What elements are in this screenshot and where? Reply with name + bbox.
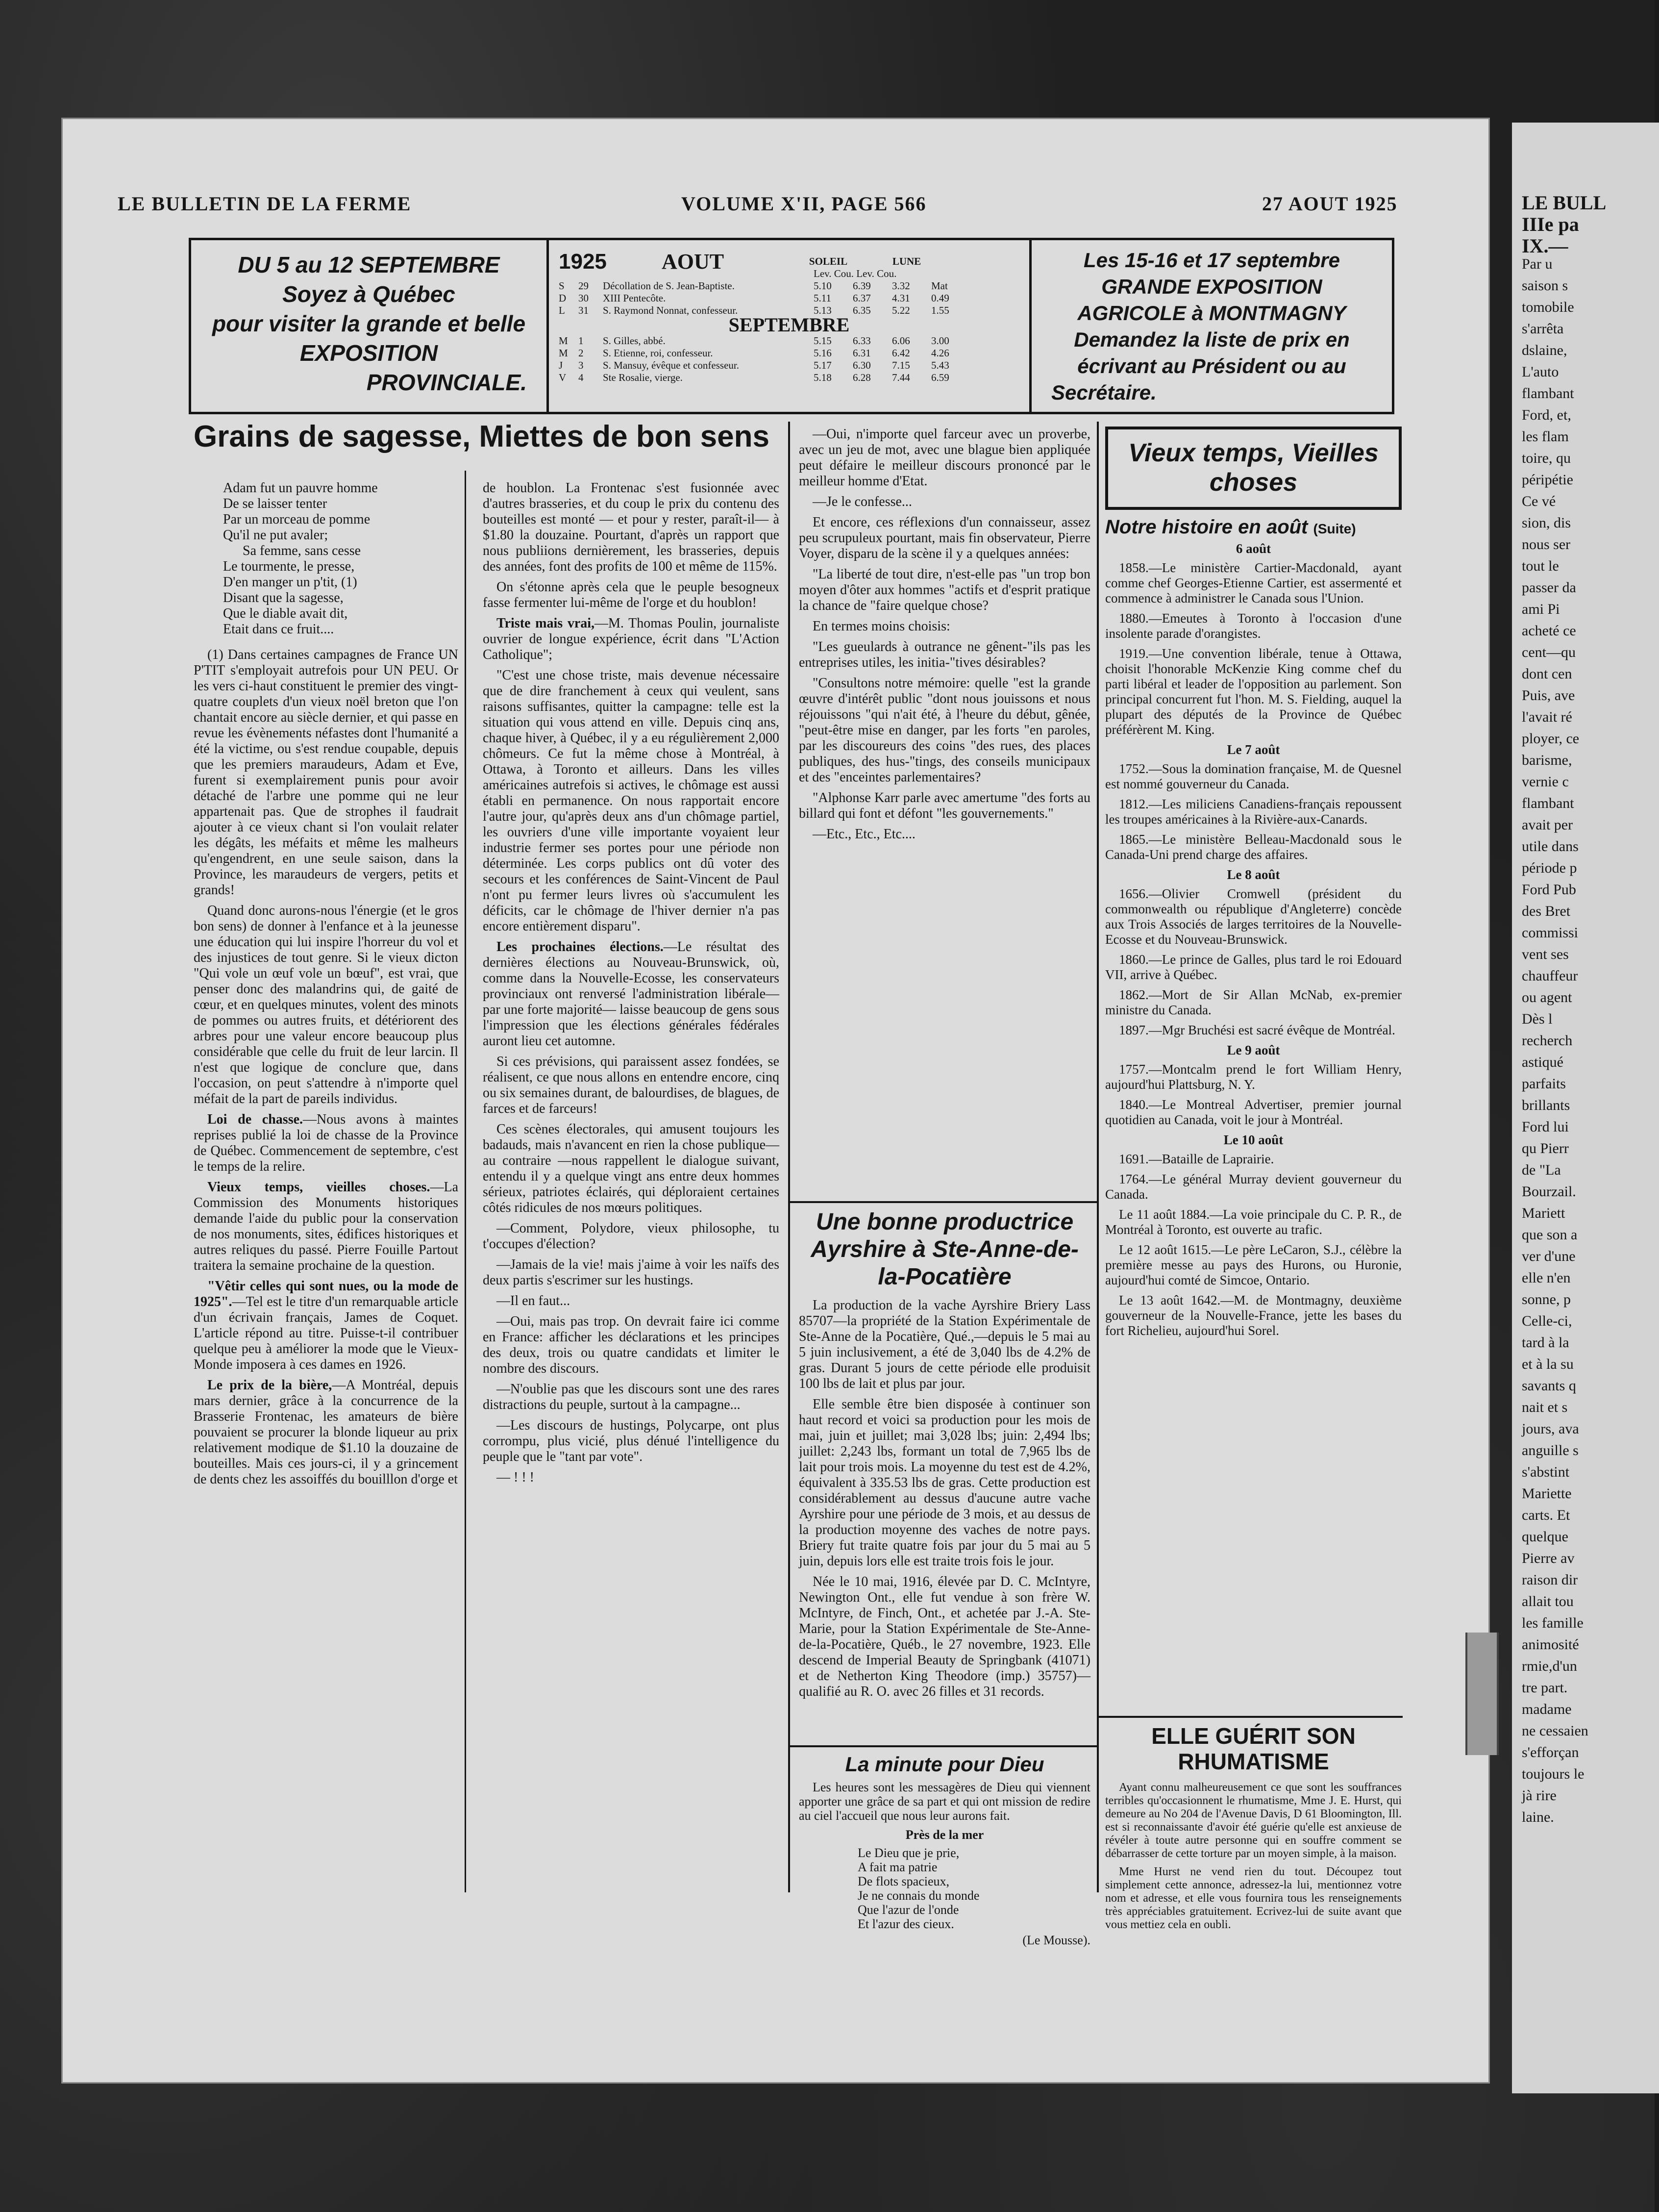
subhead: Vieux temps, vieilles choses. <box>207 1180 430 1195</box>
ad-line: Soyez à Québec <box>282 281 455 307</box>
calendar-cell: 1.55 <box>931 304 949 316</box>
issue-date: 27 AOUT 1925 <box>1262 193 1398 215</box>
calendar-cell: 6.37 <box>853 292 871 304</box>
paragraph: "Consultons notre mémoire: quelle "est la grande œuvre d'intérêt public "dont nous jouissons et nous réjouissons "qui n'ait été, à l'heure du début, gênée, "peut-être mise en danger, par les forts "en paroles, par les discoureurs des coins "des rues, des places publiques, des hus-"tings, des conseils municipaux et des "enceintes parlementaires? <box>799 676 1090 785</box>
ad-line: AGRICOLE à MONTMAGNY <box>1077 302 1346 325</box>
history-entry: 1656.—Olivier Cromwell (président du commonwealth ou république d'Angleterre) concède aux Trois Associés de larges territoires de la Nouvelle-Ecosse et du Nouveau-Brunswick. <box>1105 886 1402 947</box>
calendar-cell: 6.06 <box>892 335 910 347</box>
paragraph: —N'oublie pas que les discours sont une des rares distractions du peuple, surtout à la campagne... <box>483 1382 779 1412</box>
calendar-cell: 5.15 <box>814 335 832 347</box>
calendar-cell: 5.22 <box>892 304 910 316</box>
history-entry: 1862.—Mort de Sir Allan McNab, ex-premier ministre du Canada. <box>1105 987 1402 1017</box>
adjacent-page-text: tard à la <box>1522 1334 1569 1351</box>
adjacent-page-text: nous ser <box>1522 536 1571 553</box>
column-3-ayrshire <box>799 1208 1090 1740</box>
paragraph: Ces scènes électorales, qui amusent toujours les badauds, mais n'avancent en rien la chose publique— au contraire —nous rappellent le dialogue suivant, entendu il y a quelque vingt ans entre deux hommes sérieux, patriotes éclairés, qui déploraient certaines côtés ridicules de nos mœurs politiques. <box>483 1122 779 1215</box>
history-entry: 1897.—Mgr Bruchési est sacré évêque de Montréal. <box>1119 1023 1395 1037</box>
history-entry: 1840.—Le Montreal Advertiser, premier journal quotidien au Canada, voit le jour à Montréal. <box>1105 1097 1402 1127</box>
adjacent-page-text: toire, qu <box>1522 450 1571 466</box>
adjacent-page-text: tomobile <box>1522 299 1574 315</box>
adjacent-page-text: jà rire <box>1522 1787 1557 1804</box>
subhead-notre-histoire <box>1105 516 1402 538</box>
calendar-cell: 6.42 <box>892 347 910 359</box>
section-rule <box>790 1201 1097 1203</box>
septembre-rows <box>559 335 1019 384</box>
paragraph <box>194 1279 458 1373</box>
adjacent-page-text: Dès l <box>1522 1011 1553 1027</box>
adjacent-page-text: flambant <box>1522 795 1574 811</box>
history-entry: 1752.—Sous la domination française, M. de Quesnel est nommé gouverneur du Canada. <box>1105 761 1402 791</box>
poem-line: Etait dans ce fruit.... <box>223 622 334 637</box>
calendar-cell: 4.26 <box>931 347 949 359</box>
calendar-cell: Ste Rosalie, vierge. <box>603 372 683 383</box>
adjacent-page <box>1512 123 1659 2093</box>
paragraph: Née le 10 mai, 1916, élevée par D. C. McIntyre, Newington Ont., elle fut vendue à son frère W. McIntyre, de Finch, Ont., et achetée par J.-A. Ste-Marie, pour la Station Expérimentale de Ste-Anne-de-la-Pocatière, Québ., le 27 novembre, 1923. Elle descend de Imperial Beauty de Springbank (41071) et de Netherton King Theodore (imp.) 35757)—qualifié au R. O. avec 26 filles et 31 records. <box>799 1574 1090 1699</box>
calendar-cell: 6.39 <box>853 280 871 292</box>
paragraph: La production de la vache Ayrshire Briery Lass 85707—la propriété de la Station Expérimentale de Ste-Anne de la Pocatière, Qué.,—depuis le 5 mai au 5 juin inclusivement, a été de 3,040 lbs de 4.2% de gras. Durant 5 jours de cette période elle produisit 100 lbs de lait et plus par jour. <box>799 1298 1090 1391</box>
adjacent-page-text: L'auto <box>1522 364 1559 380</box>
adjacent-page-text: animosité <box>1522 1636 1579 1653</box>
page-tear <box>1465 1633 1499 1755</box>
adjacent-page-text: acheté ce <box>1522 623 1576 639</box>
adjacent-page-text: qu Pierr <box>1522 1140 1569 1156</box>
poem-line: Le Dieu que je prie, <box>858 1846 960 1860</box>
poem-line: Qu'il ne put avaler; <box>223 528 328 543</box>
poem-line: De flots spacieux, <box>858 1874 950 1888</box>
paragraph: Quand donc aurons-nous l'énergie (et le gros bon sens) de donner à l'enfance et à la jeunesse une éducation qui lui inspire l'horreur du vol et des injustices de tout genre. Si le vieux dicton "Qui vole un œuf vole un bœuf", est vrai, que penser donc des malandrins qui, de gaité de cœur, et en quelques minutes, volent des minots de pommes ou autres fruits, et détériorent des arbres pour une valeur encore beaucoup plus considérable que celle du fruit de leur larcin. Il n'est que logique de conclure que, dans l'occasion, on peut s'attendre à n'importe quel méfait de la part de pareils individus. <box>194 903 458 1106</box>
calendar-cell: S. Raymond Nonnat, confesseur. <box>603 304 738 316</box>
calendar-cell: XIII Pentecôte. <box>603 292 666 304</box>
adjacent-page-text: jours, ava <box>1522 1421 1579 1437</box>
adjacent-page-text: barisme, <box>1522 752 1572 768</box>
adjacent-page-text: quelque <box>1522 1529 1568 1545</box>
adjacent-page-text: toujours le <box>1522 1766 1585 1782</box>
calendar-row <box>559 359 1019 372</box>
section-rule <box>790 1745 1097 1747</box>
adjacent-page-text: et à la su <box>1522 1356 1574 1372</box>
adjacent-page-text: tre part. <box>1522 1680 1568 1696</box>
poem-line: Que l'azur de l'onde <box>858 1903 959 1917</box>
adjacent-page-text: laine. <box>1522 1809 1554 1825</box>
calendar-cell: 5.43 <box>931 359 949 371</box>
section-rule <box>1099 1716 1403 1718</box>
poem-line: Par un morceau de pomme <box>223 512 371 527</box>
history-day-heading: Le 7 août <box>1227 742 1280 757</box>
lune-label: LUNE <box>892 255 921 267</box>
adjacent-page-text: rmie,d'un <box>1522 1658 1577 1674</box>
subhead: "Vêtir celles qui sont nues, ou la mode de 1925". <box>194 1279 458 1309</box>
calendar-cell: 5.13 <box>814 304 832 316</box>
history-entry: Le 11 août 1884.—La voie principale du C. P. R., de Montréal à Toronto, est ouverte au trafic. <box>1105 1207 1402 1237</box>
adjacent-page-text: ver d'une <box>1522 1248 1576 1264</box>
calendar-almanac <box>549 238 1029 414</box>
calendar-cell: M <box>559 335 568 347</box>
column-1 <box>194 480 458 1892</box>
history-entry: 1919.—Une convention libérale, tenue à Ottawa, choisit l'honorable McKenzie King comme chef du parti libéral et leader de l'opposition au parlement. Son principal concurrent fut l'hon. M. S. Fielding, auquel la plupart des députés de la Province de Québec préférèrent M. King. <box>1105 646 1402 737</box>
column-rule <box>465 471 466 1892</box>
adjacent-page-text: péripétie <box>1522 472 1573 488</box>
adjacent-page-text: dont cen <box>1522 666 1572 682</box>
adjacent-page-text: Ford Pub <box>1522 881 1576 898</box>
adjacent-page-text: astiqué <box>1522 1054 1563 1070</box>
paper-name: LE BULLETIN DE LA FERME <box>118 193 412 215</box>
calendar-cell: 6.28 <box>853 372 871 383</box>
paragraph <box>483 616 779 663</box>
column-3-minute-pour-dieu <box>799 1753 1090 1947</box>
subhead-title: Notre histoire en août <box>1105 516 1308 538</box>
calendar-cell: J <box>559 359 563 371</box>
running-header <box>118 192 1402 215</box>
calendar-cell: 6.35 <box>853 304 871 316</box>
ad-line: écrivant au Président ou au <box>1077 354 1346 377</box>
calendar-cell: L <box>559 304 565 316</box>
poem-line: Que le diable avait dit, <box>223 606 348 621</box>
column-rule <box>788 422 790 1892</box>
history-entry: Le 13 août 1642.—M. de Montmagny, deuxième gouverneur de la Nouvelle-France, jette les bases du fort Richelieu, aujourd'hui Sorel. <box>1105 1293 1402 1338</box>
paragraph: On s'étonne après cela que le peuple besogneux fasse fermenter lui-même de l'orge et du houblon! <box>483 579 779 610</box>
adjacent-page-text: ou agent <box>1522 989 1572 1005</box>
paragraph: —Jamais de la vie! mais j'aime à voir les naïfs des deux partis s'escrimer sur les hustings. <box>483 1257 779 1288</box>
paragraph-text: —M. Thomas Poulin, journaliste ouvrier de longue expérience, écrit dans "L'Action Catholique"; <box>483 616 779 662</box>
calendar-cell: 7.15 <box>892 359 910 371</box>
calendar-month-aout: AOUT <box>662 250 724 274</box>
history-entry: Le 12 août 1615.—Le père LeCaron, S.J., célèbre la première messe au pays des Hurons, ou Huronie, aujourd'hui comté de Simcoe, Ontario. <box>1105 1242 1402 1287</box>
ad-line: Demandez la liste de prix en <box>1074 328 1350 351</box>
paragraph: —Etc., Etc., Etc.... <box>813 827 916 842</box>
ad-line: GRANDE EXPOSITION <box>1101 275 1322 298</box>
adjacent-page-text: Puis, ave <box>1522 687 1575 704</box>
calendar-cell: 5.16 <box>814 347 832 359</box>
history-entry: 1757.—Montcalm prend le fort William Henry, aujourd'hui Plattsburg, N. Y. <box>1105 1062 1402 1092</box>
adjacent-page-text: s'arrêta <box>1522 321 1564 337</box>
adjacent-page-text: passer da <box>1522 579 1576 596</box>
adjacent-page-text: anguille s <box>1522 1442 1579 1458</box>
calendar-cell: 6.31 <box>853 347 871 359</box>
calendar-row <box>559 280 1019 292</box>
adjacent-page-text: s'efforçan <box>1522 1744 1579 1760</box>
calendar-cell: 3 <box>578 359 584 371</box>
poem-adam <box>223 480 458 637</box>
adjacent-page-text: période p <box>1522 860 1577 876</box>
subhead: Triste mais vrai, <box>496 616 595 631</box>
calendar-row <box>559 347 1019 359</box>
history-entries <box>1105 541 1402 1338</box>
calendar-cell: V <box>559 372 567 383</box>
adjacent-page-text: tout le <box>1522 558 1559 574</box>
paragraph: —Comment, Polydore, vieux philosophe, tu t'occupes d'élection? <box>483 1221 779 1252</box>
paragraph: —Je le confesse... <box>813 494 912 509</box>
adjacent-page-text: saison s <box>1522 277 1568 294</box>
paragraph: Ayant connu malheureusement ce que sont les souffrances terribles qu'occasionnent le rhumatisme, Mme J. E. Hurst, qui demeure au No 204 de l'Avenue Davis, D 61 Bloomington, Ill. est si reconnaissante d'avoir été guérie qu'elle est anxieuse de révéler à toute autre personne qui en souffre comment se débarrasser de cette torture par un moyen simple, à la maison. <box>1105 1781 1402 1860</box>
adjacent-page-text: vernie c <box>1522 774 1569 790</box>
calendar-cell: 5.17 <box>814 359 832 371</box>
headline-minute-pour-dieu: La minute pour Dieu <box>845 1753 1044 1776</box>
calendar-cell: 6.59 <box>931 372 949 383</box>
ad-line: Les 15-16 et 17 septembre <box>1084 249 1340 272</box>
adjacent-page-text: flambant <box>1522 385 1574 402</box>
adjacent-page-text: savants q <box>1522 1378 1576 1394</box>
aout-rows <box>559 280 1019 317</box>
adjacent-page-text: dslaine, <box>1522 342 1567 358</box>
history-day-heading: 6 août <box>1236 541 1271 556</box>
paragraph: — ! ! ! <box>496 1470 534 1485</box>
paragraph-text: —A Montréal, depuis mars dernier, grâce à la concurrence de la Brasserie Frontenac, les amateurs de bière pouvaient se procurer la blonde liqueur au prix relativement modique de $1.10 la douzaine de bouteilles. Mais ces jours-ci, il y a grincement de dents chez les assoiffés du bouilllon d'orge et <box>194 1378 458 1487</box>
paragraph <box>194 1180 458 1274</box>
calendar-cell: 0.49 <box>931 292 949 304</box>
column-4-history <box>1105 516 1402 1711</box>
paragraph-text: —Le résultat des dernières élections au Nouveau-Brunswick, où, comme dans la Nouvelle-Ecosse, les conservateurs provinciaux ont renversé l'administration libérale—par une forte majorité— laisse beaucoup de gens sous l'impression que les élections générales fédérales auront lieu cet automne. <box>483 939 779 1049</box>
adjacent-page-text: les famille <box>1522 1615 1584 1631</box>
paragraph: Si ces prévisions, qui paraissent assez fondées, se réalisent, ce que nous allons en entendre encore, cinq ou six semaines durant, de balourdises, de blagues, de farces et de farceurs! <box>483 1054 779 1116</box>
adjacent-page-text: elle n'en <box>1522 1270 1571 1286</box>
adjacent-page-text: Pierre av <box>1522 1550 1575 1566</box>
calendar-cell: S. Etienne, roi, confesseur. <box>603 347 713 359</box>
calendar-cell: 5.11 <box>814 292 831 304</box>
calendar-cell: 4 <box>578 372 584 383</box>
calendar-cell: 2 <box>578 347 584 359</box>
poem-line: Le tourmente, le presse, <box>223 559 355 574</box>
adjacent-page-text: s'abstint <box>1522 1464 1570 1480</box>
history-entry: 1812.—Les miliciens Canadiens-français repoussent les troupes américaines à la Rivière-aux-Canards. <box>1105 797 1402 827</box>
paragraph <box>194 1378 458 1487</box>
section-box-vieux-temps <box>1105 427 1402 510</box>
subhead: Les prochaines élections. <box>496 939 664 955</box>
poem-line: D'en manger un p'tit, (1) <box>223 575 357 590</box>
adjacent-page-text: vent ses <box>1522 946 1569 962</box>
adjacent-page-text: Ford, et, <box>1522 407 1571 423</box>
paragraph: Les heures sont les messagères de Dieu qui viennent apporter une grâce de sa part et qui ont mission de redire au ciel l'accueil que nous leur aurons fait. <box>799 1780 1090 1823</box>
adjacent-page-text: l'avait ré <box>1522 709 1572 725</box>
adjacent-page-text: IIIe pa <box>1522 213 1579 235</box>
calendar-cell: M <box>559 347 568 359</box>
adjacent-page-text: que son a <box>1522 1227 1578 1243</box>
paragraph: "La liberté de tout dire, n'est-elle pas "un trop bon moyen d'ôter aux hommes "actifs et d'esprit pratique la chance de "faire quelque chose? <box>799 567 1090 613</box>
calendar-row <box>559 335 1019 347</box>
calendar-cell: 30 <box>578 292 589 304</box>
adjacent-page-text: raison dir <box>1522 1572 1578 1588</box>
calendar-cell: 6.33 <box>853 335 871 347</box>
adjacent-page-text: Bourzail. <box>1522 1183 1576 1200</box>
calendar-cell: 31 <box>578 304 589 316</box>
subhead: Près de la mer <box>905 1828 984 1842</box>
headline-elle-guerit: ELLE GUÉRIT SON RHUMATISME <box>1151 1723 1356 1774</box>
history-entry: 1691.—Bataille de Laprairie. <box>1119 1152 1274 1166</box>
calendar-cell: 3.32 <box>892 280 910 292</box>
paragraph: —Les discours de hustings, Polycarpe, ont plus corrompu, plus vicié, plus dénué l'intelligence du peuple que le "tant par vote". <box>483 1418 779 1464</box>
ad-line: PROVINCIALE. <box>366 370 527 395</box>
history-entry: 1764.—Le général Murray devient gouverneur du Canada. <box>1105 1172 1402 1202</box>
calendar-columns: Lev. Cou. Lev. Cou. <box>814 268 897 279</box>
subhead: Loi de chasse. <box>207 1112 303 1127</box>
adjacent-page-text: sonne, p <box>1522 1291 1571 1307</box>
adjacent-page-text: Par u <box>1522 256 1553 272</box>
paragraph: "C'est une chose triste, mais devenue nécessaire que de dire franchement à ceux qui veulent, sans raisons suffisantes, quitter la campagne: telle est la situation qui vous attend en ville. Depuis cinq ans, chaque hiver, à Québec, il y a eu régulièrement 2,000 chômeurs. Ce fut la même chose à Montréal, à Ottawa, à Toronto et ailleurs. Dans les villes américaines autrefois si actives, le chômage est aussi établi en permanence. On nous rapportait encore l'autre jour, qu'après deux ans d'un chômage partiel, les ouvriers d'une ville importante voyaient leur industrie fermer ses portes pour une période non déterminée. Les corps publics ont dû voter des secours et les conférences de Saint-Vincent de Paul n'ont pu fermer leurs livres où s'accumulent les déficits, car le chômage de l'hiver dernier n'a pas encore entièrement disparu". <box>483 668 779 934</box>
ad-line: DU 5 au 12 SEPTEMBRE <box>238 252 500 277</box>
adjacent-page-text: sion, dis <box>1522 515 1571 531</box>
ad-exposition-montmagny <box>1029 238 1394 414</box>
adjacent-page-text: madame <box>1522 1701 1572 1717</box>
calendar-row <box>559 292 1019 304</box>
paragraph: Mme Hurst ne vend rien du tout. Découpez tout simplement cette annonce, adressez-la lui, mentionnez votre nom et adresse, et elle vous fournira tous les renseignements très appréciables gratuitement. Ecrivez-lui de suite avant que vous mettiez cela en oubli. <box>1105 1865 1402 1931</box>
adjacent-page-text: les flam <box>1522 428 1569 445</box>
adjacent-page-text: utile dans <box>1522 838 1579 855</box>
history-day-heading: Le 9 août <box>1227 1043 1280 1057</box>
calendar-row <box>559 372 1019 384</box>
calendar-cell: Décollation de S. Jean-Baptiste. <box>603 280 735 292</box>
calendar-cell: 3.00 <box>931 335 949 347</box>
paragraph: "Les gueulards à outrance ne gênent-"ils pas les entreprises utiles, les initia-"tives désirables? <box>799 639 1090 670</box>
history-entry: 1865.—Le ministère Belleau-Macdonald sous le Canada-Uni prend charge des affaires. <box>1105 832 1402 862</box>
soleil-label: SOLEIL <box>809 255 848 267</box>
calendar-cell: 4.31 <box>892 292 910 304</box>
poem-line: Adam fut un pauvre homme <box>223 480 378 496</box>
adjacent-page-text: cent—qu <box>1522 644 1576 660</box>
paragraph: "Alphonse Karr parle avec amertume "des forts au billard qui font et défont "les gouvernements." <box>799 790 1090 821</box>
adjacent-page-text: allait tou <box>1522 1593 1574 1609</box>
column-4-ad <box>1105 1723 1402 1931</box>
adjacent-page-text: IX.— <box>1522 235 1568 257</box>
ad-line: pour visiter la grande et belle <box>212 311 526 336</box>
adjacent-page-text: Celle-ci, <box>1522 1313 1572 1329</box>
adjacent-page-text: ami Pi <box>1522 601 1560 617</box>
calendar-cell: D <box>559 292 567 304</box>
column-2 <box>483 480 779 1892</box>
ad-exposition-provinciale <box>189 238 549 414</box>
headline-ayrshire: Une bonne productrice Ayrshire à Ste-Anne-de-la-Pocatière <box>811 1209 1079 1290</box>
paragraph: Et encore, ces réflexions d'un connaisseur, assez peu scrupuleux pourtant, mais fin observateur, Pierre Voyer, disparu de la scène il y a quelques années: <box>799 515 1090 561</box>
adjacent-page-text: ne cessaien <box>1522 1723 1588 1739</box>
subhead: Le prix de la bière, <box>207 1378 332 1393</box>
subhead-suite: (Suite) <box>1313 521 1356 536</box>
adjacent-page-text: Mariette <box>1522 1485 1572 1502</box>
calendar-cell: 1 <box>578 335 584 347</box>
paragraph <box>194 1112 458 1175</box>
calendar-cell: 7.44 <box>892 372 910 383</box>
paragraph-text: —Nous avons à maintes reprises publié la loi de chasse de la Province de Québec. Commencement de septembre, c'est le temps de la relire. <box>194 1112 458 1174</box>
calendar-cell: 5.18 <box>814 372 832 383</box>
poem-signature: (Le Mousse). <box>1022 1933 1090 1947</box>
poem-line: Sa femme, sans cesse <box>243 543 361 558</box>
paragraph: de houblon. La Frontenac s'est fusionnée avec d'autres brasseries, et du coup le prix du contenu des bouteilles est monté — et pour y rester, paraît-il— à $1.80 la douzaine. Pourtant, d'après un rapport que nous publiions dernièrement, les brasseries, depuis des années, font des profits de 100 et même de 115%. <box>483 480 779 574</box>
calendar-cell: Mat <box>931 280 948 292</box>
paragraph: —Oui, n'importe quel farceur avec un proverbe, avec un jeu de mot, avec une blague bien appliquée peut défaire le meilleur discours prononcé par le meilleur homme d'Etat. <box>799 427 1090 489</box>
poem-line: De se laisser tenter <box>223 496 327 511</box>
paragraph: Elle semble être bien disposée à continuer son haut record et voici sa production pour les mois de mai, juin et juillet; mai 3,028 lbs; juin: 2,494 lbs; juillet: 2,243 lbs, formant un total de 7,965 lbs de lait pour trois mois. La moyenne du test est de 4.2%, équivalent à 335.53 lbs de gras. Cette production est considérablement au dessus d'aucune autre vache Ayrshire pour une période de 3 mois, et au dessus de la production moyenne des vaches de notre pays. Briery fut traite quatre fois par jour du 5 mai au 5 juin, depuis lors elle est traite trois fois le jour. <box>799 1397 1090 1569</box>
poem-line: Disant que la sagesse, <box>223 590 344 605</box>
adjacent-page-text: Mariett <box>1522 1205 1565 1221</box>
poem-line: A fait ma patrie <box>858 1860 938 1874</box>
adjacent-page-text: parfaits <box>1522 1076 1566 1092</box>
adjacent-page-text: commissi <box>1522 925 1579 941</box>
calendar-cell: 29 <box>578 280 589 292</box>
adjacent-page-text: avait per <box>1522 817 1573 833</box>
history-entry: 1880.—Emeutes à Toronto à l'occasion d'une insolente parade d'orangistes. <box>1105 611 1402 641</box>
volume-page: VOLUME X'II, PAGE 566 <box>681 193 927 215</box>
paragraph: En termes moins choisis: <box>813 619 950 634</box>
paragraph-text: —Tel est le titre d'un remarquable article d'un écrivain français, James de Coquet. L'article répond au titre. Puisse-t-il contribuer quelque peu à améliorer la mode que le Vieux-Monde imposera à ces dames en 1926. <box>194 1294 458 1372</box>
adjacent-page-text: des Bret <box>1522 903 1571 919</box>
paragraph: (1) Dans certaines campagnes de France UN P'TIT s'employait autrefois pour UN PEU. Or les vers ci-haut constituent le premier des vingt-quatre couplets d'un vieux noël breton que l'on chantait encore au siècle dernier, et qui passe en revue les évènements néfastes dont l'humanité a été la victime, ou s'est rendue coupable, depuis que les premiers maraudeurs, Adam et Eve, furent si exemplairement punis pour avoir détaché de l'arbre une pomme qui ne leur appartenait pas. Que de strophes il faudrait ajouter à ce vieux chant si l'on voulait relater les dégâts, les méfaits et même les malheurs qu'engendrent, en une seule saison, dans la Province, les maraudeurs de vergers, petits et grands! <box>194 647 458 898</box>
ad-line: Secrétaire. <box>1051 381 1157 404</box>
paragraph-text: —La Commission des Monuments historiques demande l'aide du public pour la conservation de nos monuments, sites, édifices historiques et autres reliques du passé. Pierre Fouille Partout traitera la semaine prochaine de la question. <box>194 1180 458 1273</box>
paragraph: —Il en faut... <box>496 1293 570 1308</box>
paragraph: —Oui, mais pas trop. On devrait faire ici comme en France: afficher les déclarations et les principes des deux, trois ou quatre candidats et limiter le nombre des discours. <box>483 1314 779 1376</box>
headline-grains-de-sagesse: Grains de sagesse, Miettes de bon sens <box>194 420 770 453</box>
ad-line: EXPOSITION <box>299 340 438 366</box>
poem-line: Et l'azur des cieux. <box>858 1917 954 1931</box>
adjacent-page-text: brillants <box>1522 1097 1570 1113</box>
column-3-top <box>799 427 1090 1196</box>
calendar-month-septembre: SEPTEMBRE <box>728 314 850 336</box>
adjacent-page-text: chauffeur <box>1522 968 1578 984</box>
poem-line: Je ne connais du monde <box>858 1888 980 1903</box>
calendar-cell: 6.30 <box>853 359 871 371</box>
adjacent-page-text: de "La <box>1522 1162 1561 1178</box>
calendar-cell: S <box>559 280 565 292</box>
headline-vieux-temps: Vieux temps, Vieilles choses <box>1128 439 1379 497</box>
adjacent-page-text: recherch <box>1522 1032 1573 1049</box>
column-rule <box>1097 422 1099 1892</box>
history-entry: 1860.—Le prince de Galles, plus tard le roi Edouard VII, arrive à Québec. <box>1105 952 1402 982</box>
adjacent-page-text: LE BULL <box>1522 192 1607 214</box>
history-day-heading: Le 8 août <box>1227 867 1280 882</box>
adjacent-page-text: Ce vé <box>1522 493 1556 509</box>
adjacent-page-text: Ford lui <box>1522 1119 1569 1135</box>
poem-pres-de-la-mer <box>858 1846 1090 1931</box>
adjacent-page-text: carts. Et <box>1522 1507 1570 1523</box>
calendar-year: 1925 <box>559 250 607 274</box>
history-entry: 1858.—Le ministère Cartier-Macdonald, ayant comme chef Georges-Etienne Cartier, est assermenté et commence à administrer le Canada sous l'Union. <box>1105 560 1402 605</box>
adjacent-page-text: ployer, ce <box>1522 730 1580 747</box>
paragraph <box>483 939 779 1049</box>
calendar-cell: S. Gilles, abbé. <box>603 335 666 347</box>
history-day-heading: Le 10 août <box>1223 1132 1284 1147</box>
calendar-cell: S. Mansuy, évêque et confesseur. <box>603 359 739 371</box>
adjacent-page-text: nait et s <box>1522 1399 1568 1415</box>
calendar-cell: 5.10 <box>814 280 832 292</box>
